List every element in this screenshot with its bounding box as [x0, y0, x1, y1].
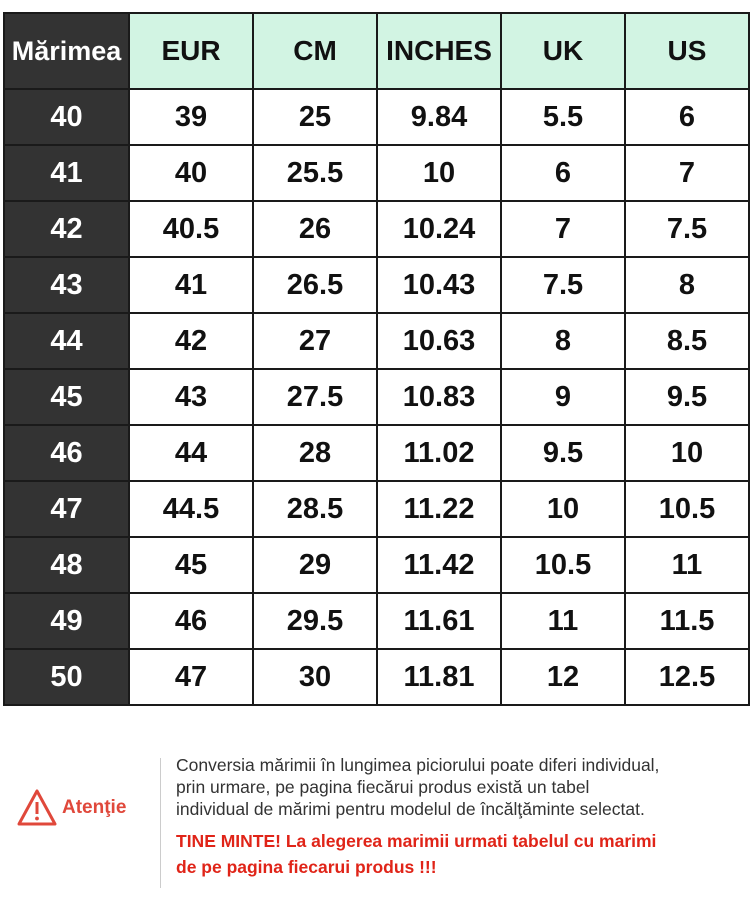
cell-inches: 9.84 [377, 89, 501, 145]
table-row [4, 201, 749, 257]
note-line: individual de mărimi pentru modelul de încălţăminte selectat. [176, 799, 645, 819]
attention-label: Atenţie [62, 797, 127, 818]
column-header-inches: INCHES [377, 13, 501, 89]
cell-eur: 46 [129, 593, 253, 649]
attention-badge [16, 788, 126, 828]
cell-us: 9.5 [625, 369, 749, 425]
cell-cm: 27.5 [253, 369, 377, 425]
cell-us: 10 [625, 425, 749, 481]
warning-triangle-icon [16, 788, 58, 828]
cell-cm: 29 [253, 537, 377, 593]
cell-us: 7 [625, 145, 749, 201]
note-line: Conversia mărimii în lungimea piciorului poate diferi individual, [176, 755, 660, 775]
table-row [4, 257, 749, 313]
cell-eur: 47 [129, 649, 253, 705]
cell-cm: 28.5 [253, 481, 377, 537]
cell-eur: 39 [129, 89, 253, 145]
cell-cm: 25 [253, 89, 377, 145]
cell-us: 10.5 [625, 481, 749, 537]
cell-us: 6 [625, 89, 749, 145]
cell-eur: 44 [129, 425, 253, 481]
cell-size: 44 [4, 313, 129, 369]
cell-uk: 5.5 [501, 89, 625, 145]
cell-inches: 10.24 [377, 201, 501, 257]
table-row [4, 89, 749, 145]
cell-cm: 28 [253, 425, 377, 481]
cell-us: 8 [625, 257, 749, 313]
note-line: prin urmare, pe pagina fiecărui produs există un tabel [176, 777, 590, 797]
cell-inches: 10 [377, 145, 501, 201]
table-row [4, 313, 749, 369]
cell-uk: 8 [501, 313, 625, 369]
cell-uk: 10.5 [501, 537, 625, 593]
table-row [4, 145, 749, 201]
cell-size: 48 [4, 537, 129, 593]
table-row [4, 369, 749, 425]
cell-size: 46 [4, 425, 129, 481]
column-header-size: Mărimea [4, 13, 129, 89]
cell-cm: 26 [253, 201, 377, 257]
cell-cm: 29.5 [253, 593, 377, 649]
reminder-line: de pe pagina fiecarui produs !!! [176, 857, 437, 877]
cell-uk: 6 [501, 145, 625, 201]
cell-inches: 11.61 [377, 593, 501, 649]
cell-cm: 30 [253, 649, 377, 705]
table-row [4, 481, 749, 537]
cell-size: 41 [4, 145, 129, 201]
cell-inches: 10.63 [377, 313, 501, 369]
cell-uk: 7.5 [501, 257, 625, 313]
cell-uk: 10 [501, 481, 625, 537]
table-header-row [4, 13, 749, 89]
reminder-line: TINE MINTE! La alegerea marimii urmati tabelul cu marimi [176, 831, 657, 851]
cell-us: 12.5 [625, 649, 749, 705]
cell-size: 49 [4, 593, 129, 649]
column-header-us: US [625, 13, 749, 89]
note-divider [160, 758, 161, 888]
cell-size: 42 [4, 201, 129, 257]
cell-us: 8.5 [625, 313, 749, 369]
cell-cm: 27 [253, 313, 377, 369]
cell-uk: 11 [501, 593, 625, 649]
table-row [4, 649, 749, 705]
cell-eur: 44.5 [129, 481, 253, 537]
table-row [4, 537, 749, 593]
cell-uk: 9.5 [501, 425, 625, 481]
cell-us: 11 [625, 537, 749, 593]
cell-cm: 26.5 [253, 257, 377, 313]
cell-cm: 25.5 [253, 145, 377, 201]
cell-eur: 43 [129, 369, 253, 425]
cell-us: 11.5 [625, 593, 749, 649]
cell-inches: 11.22 [377, 481, 501, 537]
cell-inches: 11.81 [377, 649, 501, 705]
column-header-eur: EUR [129, 13, 253, 89]
cell-uk: 12 [501, 649, 625, 705]
size-chart-table [3, 12, 750, 706]
cell-eur: 41 [129, 257, 253, 313]
cell-size: 40 [4, 89, 129, 145]
note-text [176, 754, 741, 880]
column-header-uk: UK [501, 13, 625, 89]
cell-size: 45 [4, 369, 129, 425]
cell-inches: 11.02 [377, 425, 501, 481]
cell-size: 43 [4, 257, 129, 313]
cell-uk: 9 [501, 369, 625, 425]
cell-eur: 40.5 [129, 201, 253, 257]
cell-inches: 11.42 [377, 537, 501, 593]
cell-uk: 7 [501, 201, 625, 257]
cell-eur: 42 [129, 313, 253, 369]
attention-note [0, 748, 750, 898]
table-row [4, 593, 749, 649]
reminder-text [176, 828, 741, 880]
cell-eur: 45 [129, 537, 253, 593]
cell-us: 7.5 [625, 201, 749, 257]
cell-size: 50 [4, 649, 129, 705]
table-row [4, 425, 749, 481]
cell-eur: 40 [129, 145, 253, 201]
column-header-cm: CM [253, 13, 377, 89]
cell-inches: 10.43 [377, 257, 501, 313]
cell-size: 47 [4, 481, 129, 537]
cell-inches: 10.83 [377, 369, 501, 425]
